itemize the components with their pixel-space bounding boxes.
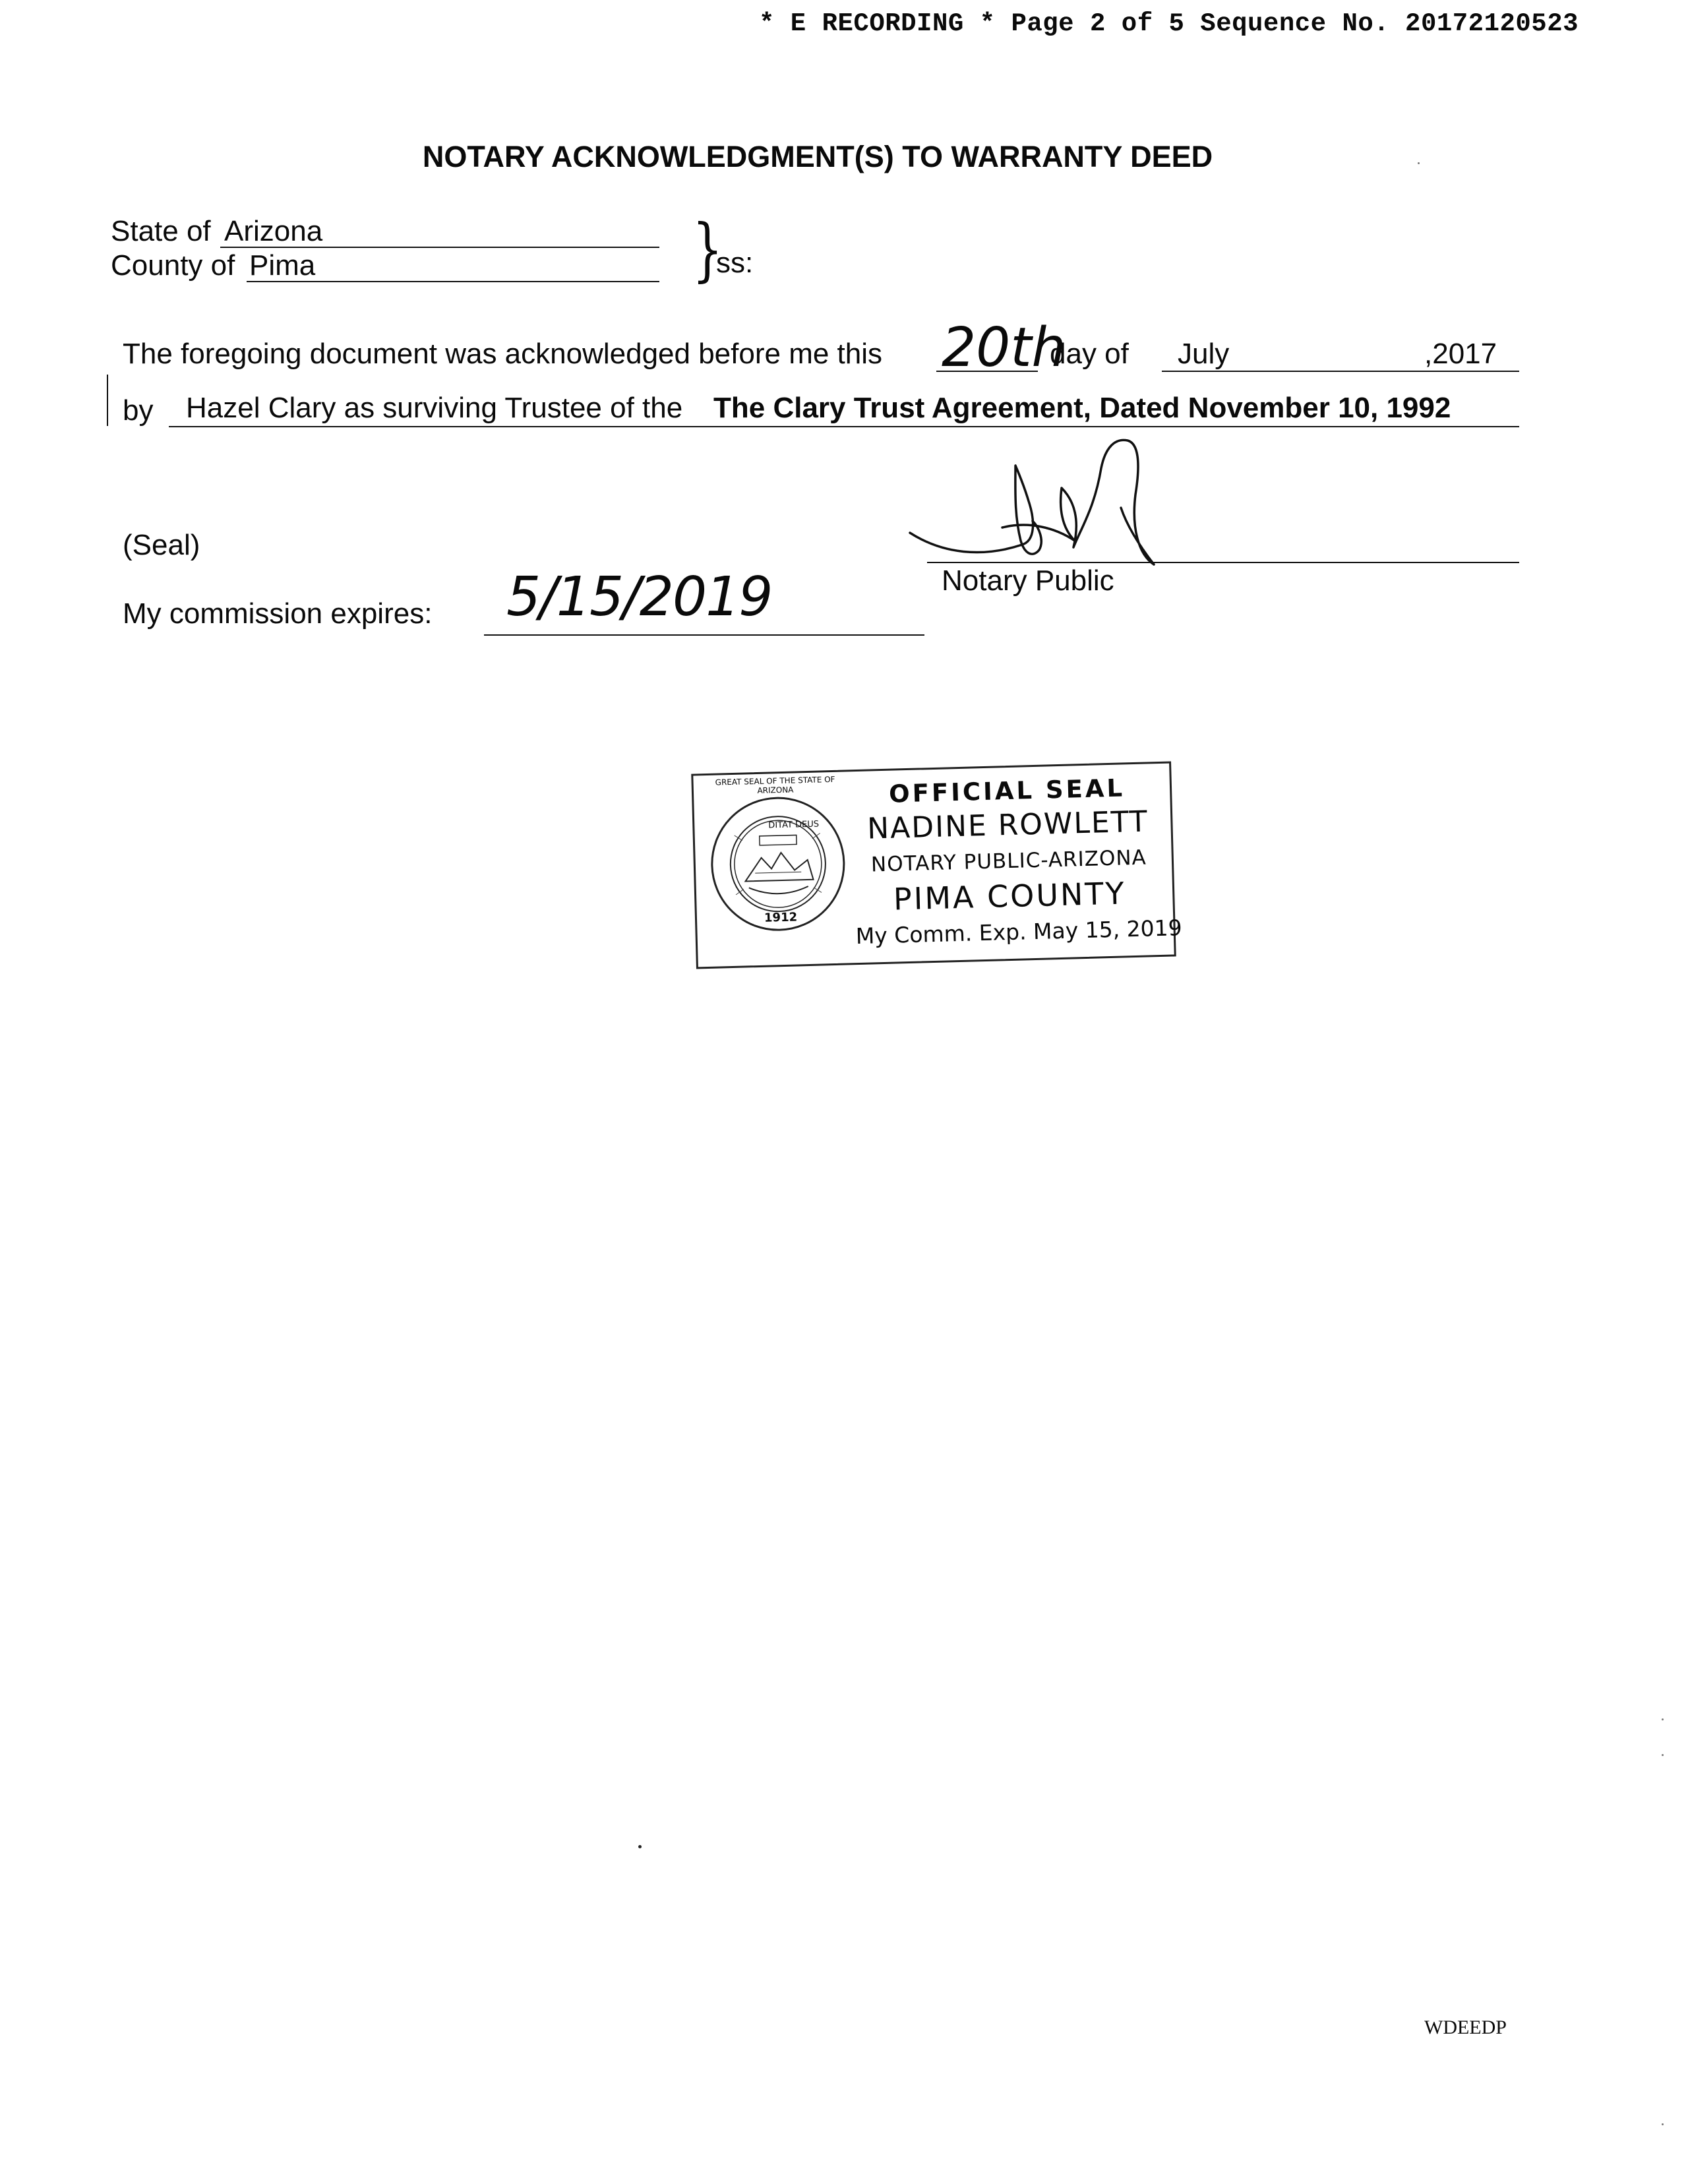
by-name: Hazel Clary as surviving Trustee of the [186, 392, 683, 424]
notary-signature-line [927, 562, 1519, 563]
official-seal-stamp [691, 762, 1183, 969]
notary-public-label: Notary Public [942, 564, 1114, 597]
stamp-title: OFFICIAL SEAL [888, 774, 1126, 808]
state-label: State of [111, 215, 211, 247]
by-label: by [123, 394, 154, 427]
county-value: Pima [249, 249, 316, 282]
day-handwritten: 20th [942, 317, 1066, 379]
recording-header: * E RECORDING * Page 2 of 5 Sequence No. 20172120523 [759, 9, 1579, 38]
by-underline [169, 426, 1519, 427]
stamp-role: NOTARY PUBLIC-ARIZONA [870, 845, 1147, 877]
month-value: July [1178, 338, 1230, 370]
ack-text: The foregoing document was acknowledged before me this [123, 338, 883, 370]
state-value: Arizona [224, 215, 323, 247]
seal-ring-text: GREAT SEAL OF THE STATE OF ARIZONA [715, 774, 835, 795]
county-label: County of [111, 249, 235, 282]
brace-symbol: } [692, 209, 723, 289]
document-title: NOTARY ACKNOWLEDGMENT(S) TO WARRANTY DEED [422, 140, 1213, 173]
county-underline [247, 281, 659, 282]
commission-underline [484, 634, 924, 636]
scan-speck [638, 1845, 642, 1848]
day-underline [936, 371, 1038, 372]
month-underline [1162, 371, 1519, 372]
scan-speck [1662, 2123, 1664, 2125]
stamp-notary-name: NADINE ROWLETT [866, 804, 1149, 846]
seal-motto: DITAT DEUS [768, 819, 820, 831]
by-trust: The Clary Trust Agreement, Dated November 10, 1992 [713, 392, 1451, 424]
scan-speck [1662, 1718, 1664, 1720]
state-underline [220, 247, 659, 248]
day-of-label: day of [1050, 338, 1129, 370]
seal-label: (Seal) [123, 529, 200, 561]
notary-signature [903, 429, 1220, 574]
stamp-county: PIMA COUNTY [893, 875, 1127, 917]
commission-handwritten: 5/15/2019 [506, 566, 772, 628]
stamp-expiration: My Comm. Exp. May 15, 2019 [855, 915, 1183, 950]
scan-speck [1662, 1754, 1664, 1756]
seal-year: 1912 [764, 910, 798, 925]
year-value: ,2017 [1424, 338, 1497, 370]
footer-code: WDEEDP [1424, 2017, 1507, 2038]
scan-speck [1418, 162, 1420, 164]
margin-mark [107, 375, 108, 426]
commission-label: My commission expires: [123, 597, 433, 630]
ss-label: ss: [716, 247, 754, 279]
